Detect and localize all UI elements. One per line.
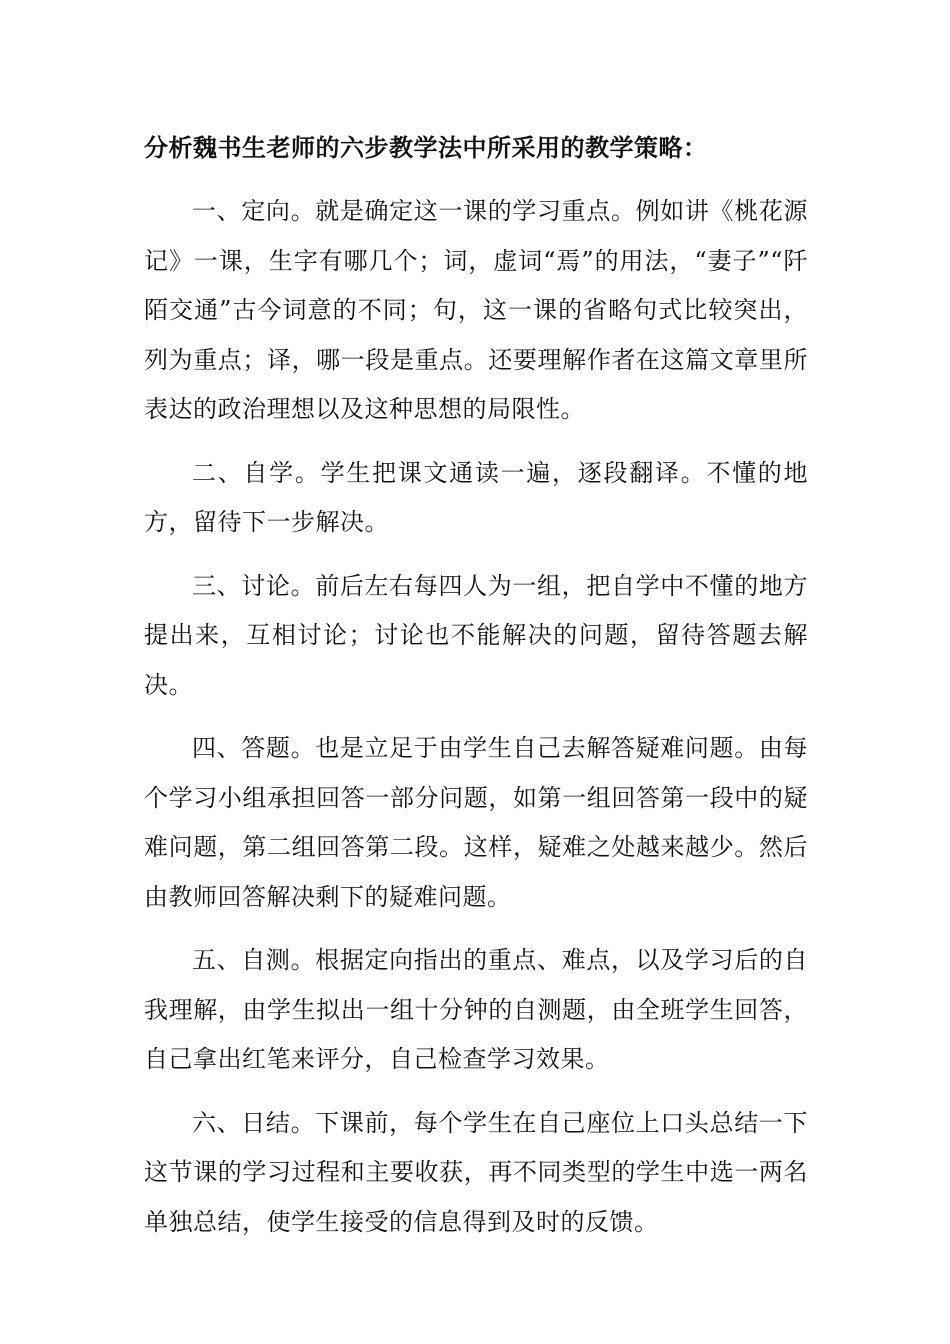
paragraph-step-1-orientation: 一、定向。就是确定这一课的学习重点。例如讲《桃花源记》一课，生字有哪几个；词，虚词“焉”的用法，“妻子”“阡陌交通”古今词意的不同；句，这一课的省略句式比较突出，列为重点；译，哪一段是重点。还要理解作者在这篇文章里所表达的政治理想以及这种思想的局限性。	[144, 197, 808, 423]
document-title: 分析魏书生老师的六步教学法中所采用的教学策略：	[144, 134, 708, 162]
document-body	[144, 128, 808, 1261]
paragraph-step-2-self-study: 二、自学。学生把课文通读一遍，逐段翻译。不懂的地方，留待下一步解决。	[144, 458, 808, 536]
paragraph-step-3-discussion: 三、讨论。前后左右每四人为一组，把自学中不懂的地方提出来，互相讨论；讨论也不能解决的问题，留待答题去解决。	[144, 571, 808, 699]
paragraph-step-5-self-test: 五、自测。根据定向指出的重点、难点，以及学习后的自我理解，由学生拟出一组十分钟的自测题，由全班学生回答，自己拿出红笔来评分，自己检查学习效果。	[144, 946, 808, 1073]
paragraph-step-6-daily-summary: 六、日结。下课前，每个学生在自己座位上口头总结一下这节课的学习过程和主要收获，再不同类型的学生中选一两名单独总结，使学生接受的信息得到及时的反馈。	[144, 1108, 808, 1236]
paragraph-step-4-answering: 四、答题。也是立足于由学生自己去解答疑难问题。由每个学习小组承担回答一部分问题，如第一组回答第一段中的疑难问题，第二组回答第二段。这样，疑难之处越来越少。然后由教师回答解决剩下的疑难问题。	[144, 734, 808, 911]
